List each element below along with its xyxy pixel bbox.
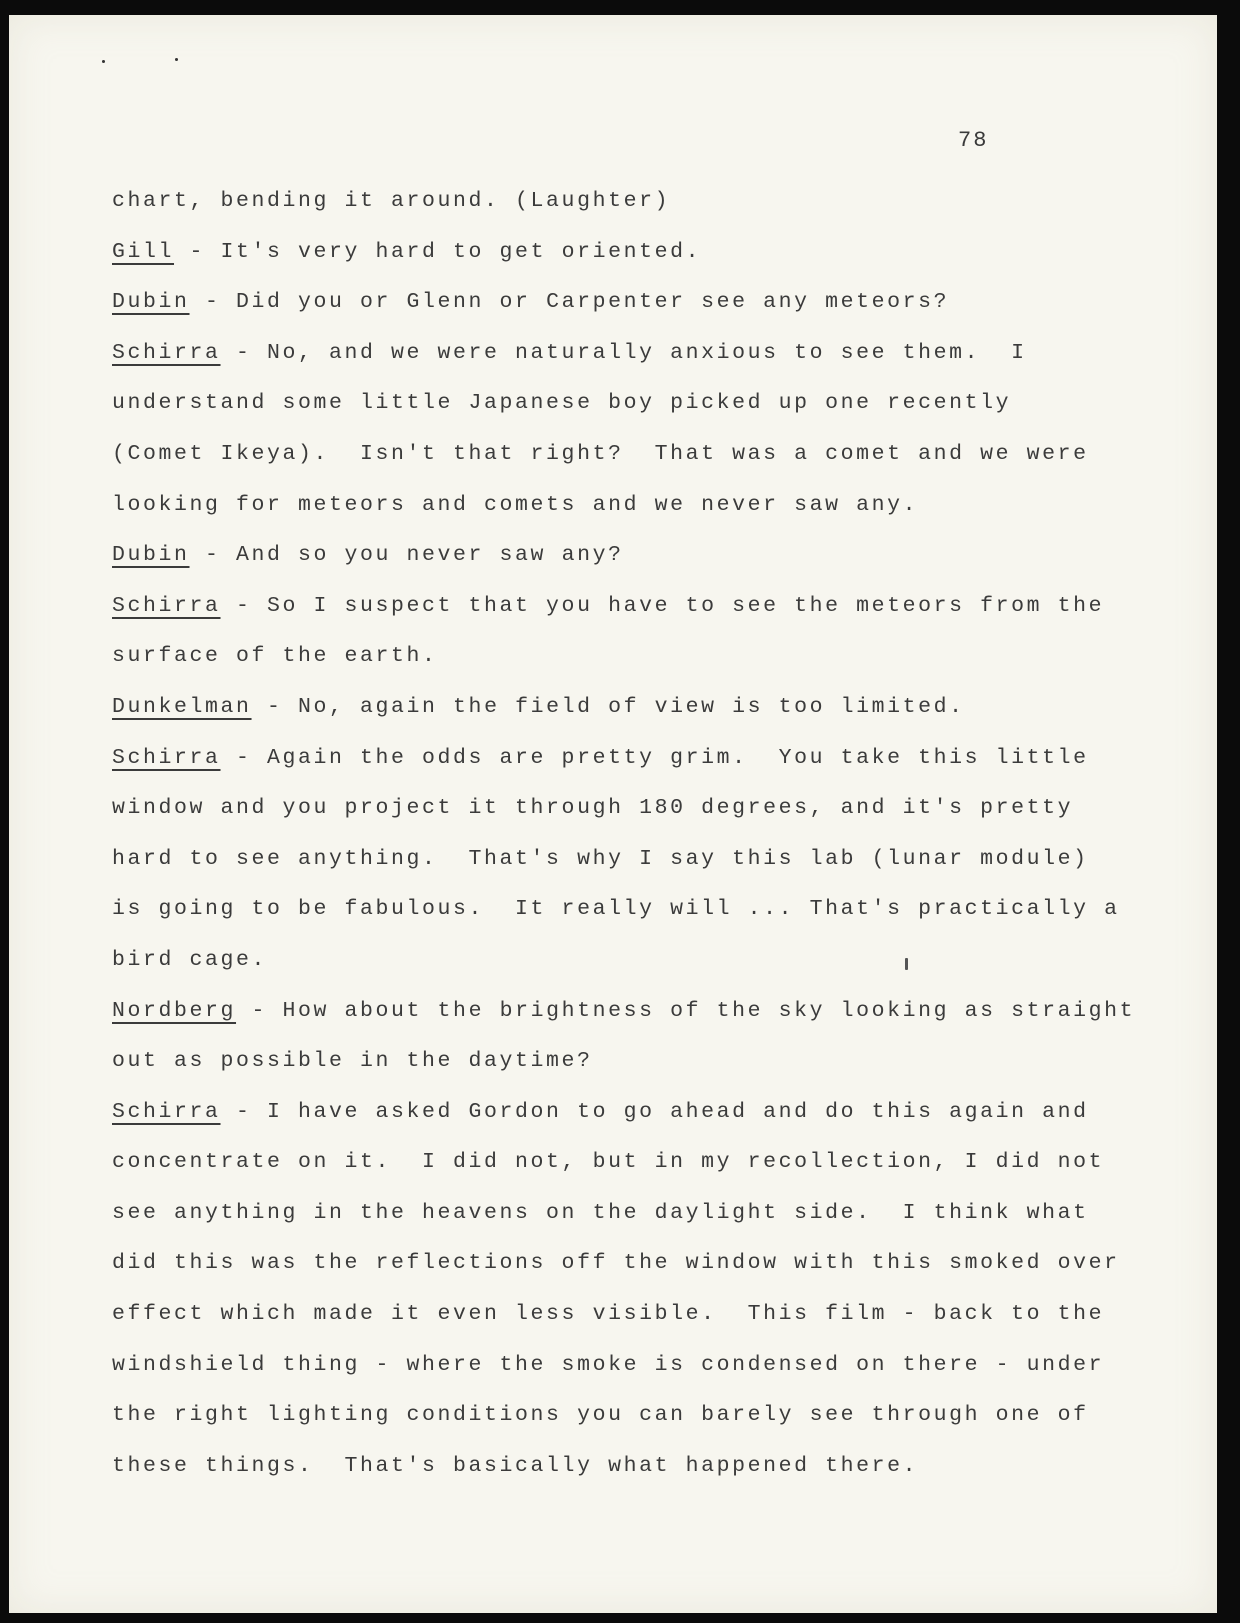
line-text: surface of the earth. [112, 644, 438, 669]
transcript-line [112, 429, 1192, 480]
transcript-line [112, 935, 1192, 986]
line-text: bird cage. [112, 947, 268, 972]
line-text: chart, bending it around. (Laughter) [112, 189, 671, 213]
speaker-name: Schirra [112, 340, 221, 365]
transcript-line [112, 328, 1192, 379]
speaker-name: Schirra [112, 593, 221, 618]
transcript-line [112, 682, 1192, 733]
line-text: - How about the brightness of the sky looking as straight [236, 998, 1136, 1023]
transcript-line [112, 530, 1192, 581]
speaker-name: Schirra [112, 745, 221, 770]
transcript-line [112, 986, 1192, 1037]
line-text: looking for meteors and comets and we never saw any. [112, 492, 919, 517]
transcript-line [112, 227, 1192, 278]
transcript-line [112, 1036, 1192, 1087]
line-text: the right lighting conditions you can barely see through one of [112, 1403, 1089, 1428]
line-text: concentrate on it. I did not, but in my recollection, I did not [112, 1150, 1105, 1175]
line-text: understand some little Japanese boy picked up one recently [112, 391, 1012, 416]
transcript-line [112, 884, 1192, 935]
transcript-line [112, 733, 1192, 784]
line-text: effect which made it even less visible. This film - back to the [112, 1302, 1105, 1327]
line-text: did this was the reflections off the window with this smoked over [112, 1251, 1120, 1276]
transcript-line [112, 277, 1192, 328]
line-text: - So I suspect that you have to see the meteors from the [220, 593, 1105, 618]
line-text: windshield thing - where the smoke is condensed on there - under [112, 1352, 1105, 1377]
line-text: these things. That's basically what happened there. [112, 1453, 919, 1478]
line-text: is going to be fabulous. It really will ... That's practically a [112, 897, 1120, 922]
transcript-line [112, 1137, 1192, 1188]
line-text: (Comet Ikeya). Isn't that right? That was a comet and we were [112, 441, 1089, 466]
speaker-name: Gill [112, 239, 175, 264]
line-text: - No, again the field of view is too limited. [251, 694, 965, 719]
line-text: hard to see anything. That's why I say this lab (lunar module) [112, 846, 1089, 871]
transcript-line [112, 176, 1192, 227]
transcript-line [112, 1390, 1192, 1441]
line-text: - And so you never saw any? [189, 543, 624, 568]
transcript-line [112, 834, 1192, 885]
line-text: - Again the odds are pretty grim. You take this little [220, 745, 1089, 770]
transcript-body [112, 176, 1192, 1491]
paper-speck [175, 58, 178, 61]
transcript-line [112, 631, 1192, 682]
line-text: - Did you or Glenn or Carpenter see any meteors? [189, 290, 950, 315]
speaker-name: Nordberg [112, 998, 237, 1023]
transcript-line [112, 378, 1192, 429]
line-text: - No, and we were naturally anxious to see them. I [220, 340, 1027, 365]
transcript-line [112, 1087, 1192, 1138]
paper-speck [102, 60, 105, 63]
speaker-name: Dubin [112, 543, 190, 568]
line-text: - It's very hard to get oriented. [174, 239, 702, 264]
transcript-line [112, 480, 1192, 531]
line-text: window and you project it through 180 degrees, and it's pretty [112, 796, 1074, 821]
speaker-name: Dunkelman [112, 694, 252, 719]
page-number: 78 [958, 128, 989, 153]
transcript-line [112, 1188, 1192, 1239]
line-text: out as possible in the daytime? [112, 1049, 593, 1074]
speaker-name: Dubin [112, 290, 190, 315]
transcript-line [112, 1441, 1192, 1492]
transcript-line [112, 581, 1192, 632]
transcript-line [112, 1289, 1192, 1340]
speaker-name: Schirra [112, 1099, 221, 1124]
transcript-line [112, 783, 1192, 834]
line-text: see anything in the heavens on the daylight side. I think what [112, 1200, 1089, 1225]
transcript-line [112, 1340, 1192, 1391]
line-text: - I have asked Gordon to go ahead and do this again and [220, 1099, 1089, 1124]
transcript-line [112, 1238, 1192, 1289]
